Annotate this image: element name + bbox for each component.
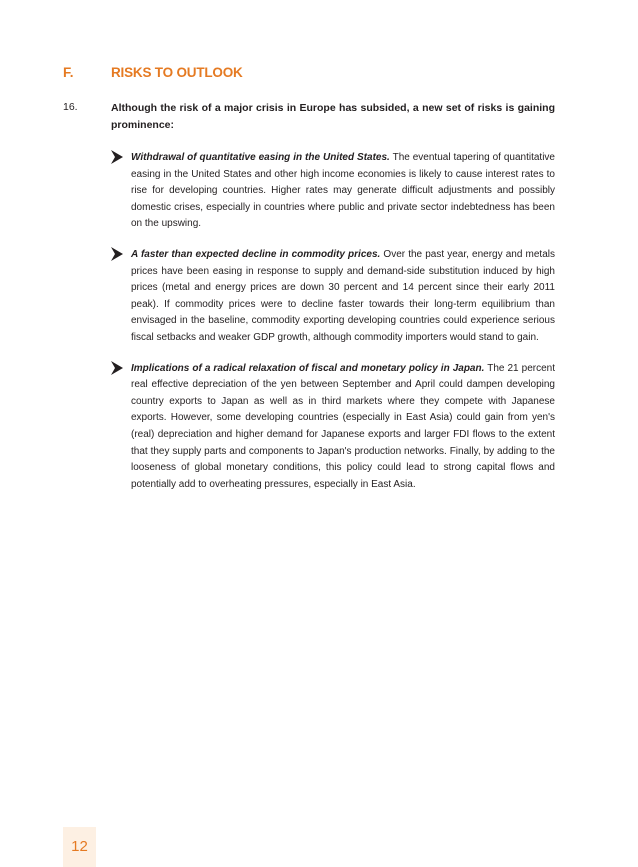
bullet-text [131,361,555,494]
arrow-bullet-icon [111,247,123,261]
paragraph-number: 16. [63,101,78,113]
bullet-list [111,150,555,507]
bullet-body: Over the past year, energy and metals prices have been easing in response to supply and demand-side substitution induced by high prices (metal and energy prices are down 30 percent and 14 percent since their early 2011 peak). If commodity prices were to decline faster towards their long-term equilibrium than envisaged in the baseline, commodity exporting developing countries could experience serious fiscal setbacks and weaker GDP growth, although commodity importers would stand to gain. [131,248,555,343]
bullet-lead: A faster than expected decline in commodity prices. [131,248,381,260]
bullet-lead: Implications of a radical relaxation of fiscal and monetary policy in Japan. [131,362,485,374]
bullet-text [131,150,555,233]
bullet-body: The eventual tapering of quantitative easing in the United States and other high income economies is likely to cause interest rates to rise for developing countries. Higher rates may generate difficult adjustments and possibly domestic crises, especially in countries where public and private sector indebtedness has been on the upswing. [131,152,555,230]
section-title: RISKS TO OUTLOOK [111,65,243,80]
bullet-item-commodity-prices [111,247,555,347]
bullet-item-qe-withdrawal [111,150,555,233]
bullet-item-japan-policy [111,361,555,494]
paragraph-intro: Although the risk of a major crisis in Europe has subsided, a new set of risks is gaining prominence: [111,102,555,131]
page-number: 12 [71,838,88,855]
arrow-bullet-icon [111,150,123,164]
arrow-bullet-icon [111,361,123,375]
bullet-lead: Withdrawal of quantitative easing in the United States. [131,152,390,163]
page-number-tab [63,827,96,867]
section-letter: F. [63,65,74,80]
bullet-text [131,247,555,347]
bullet-body: The 21 percent real effective depreciation of the yen between September and April could dampen developing country exports to Japan as well as in third markets where they compete with Japanese exports. However, some developing countries (especially in East Asia) could gain from yen's (real) depreciation and higher demand for Japanese exports and larger FDI flows to the extent that they supply parts and components to Japan's production networks. Finally, by adding to the looseness of global monetary conditions, this policy could lead to strong capital flows and potentially add to overheating pressures, especially in East Asia. [131,362,555,490]
section-heading [0,65,638,85]
